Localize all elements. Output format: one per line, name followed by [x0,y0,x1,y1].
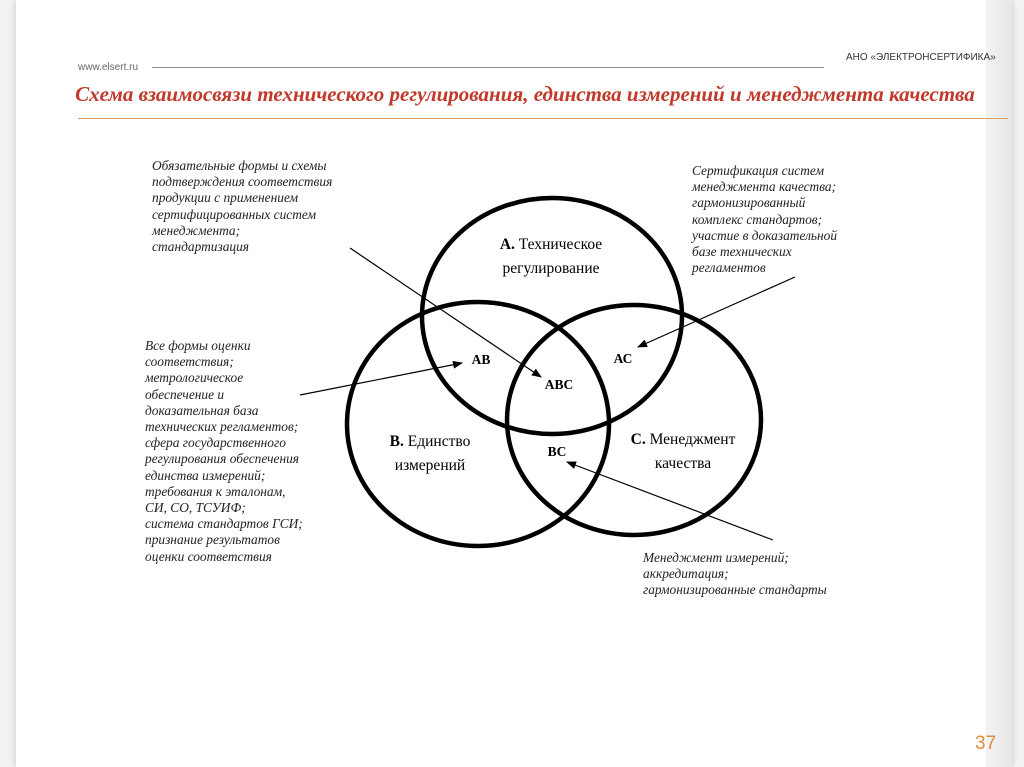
description-ab: Все формы оценки соответствия; метрологическое обеспечение и доказательная база технических регламентов; сфера государственного регулирования обеспечения единства измерений; требования к эталонам, СИ, СО, ТСУИФ; система стандартов ГСИ; признание результатов оценки соответствия [145,338,303,564]
circle-a [422,198,682,434]
organization-name: АНО «ЭЛЕКТРОНСЕРТИФИКА» [846,52,996,63]
circle-b [347,302,609,546]
circle-c [507,305,761,535]
intersection-bc-label: ВС [547,444,567,459]
description-ac: Сертификация систем менеджмента качества; гармонизированный комплекс стандартов; участие в доказательной базе технических регламентов [692,163,838,276]
intersection-ab-label: АВ [471,352,491,367]
description-bc: Менеджмент измерений; аккредитация; гармонизированные стандарты [643,550,827,598]
arrow-ac [638,277,795,347]
circle-c-label-line2: качества [654,455,712,472]
circle-c-label: С. Менеджмент [630,431,736,448]
site-url: www.elsert.ru [78,62,139,73]
description-abc: Обязательные формы и схемы подтверждения соответствия продукции с применением сертифицированных систем менеджмента; стандартизация [152,158,333,255]
intersection-abc-label: АВС [544,377,574,392]
intersection-ac-label: АС [613,351,633,366]
arrow-ab [300,363,462,395]
page-number: 37 [975,733,997,754]
circle-a-label: А. Техническое [499,236,603,253]
circle-b-label: В. Единство [389,433,471,450]
slide-title: Схема взаимосвязи технического регулирования, единства измерений и менеджмента качества [75,82,975,106]
circle-a-label-line2: регулирование [502,260,600,277]
circle-b-label-line2: измерений [394,457,466,474]
